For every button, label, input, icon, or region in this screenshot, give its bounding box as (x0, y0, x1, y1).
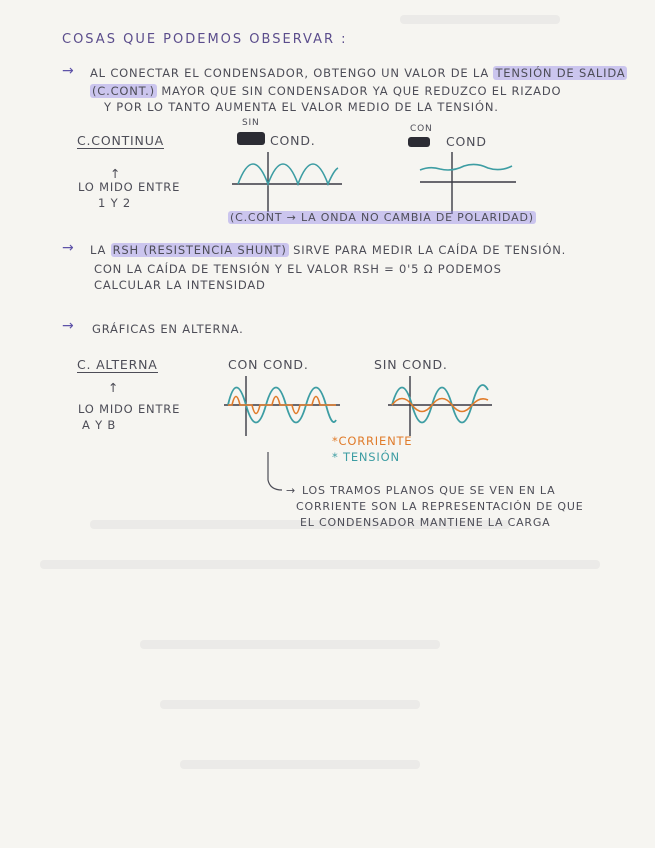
footnote-line2: CORRIENTE SON LA REPRESENTACIÓN DE QUE (296, 500, 584, 513)
sin-label-top: SIN (242, 118, 260, 128)
arrow-icon: → (62, 240, 75, 256)
cond-label-1: COND. (270, 133, 316, 148)
con-label-top: CON (410, 124, 433, 134)
bullet2-pre: LA (90, 243, 107, 257)
sin-cond-label: SIN COND. (374, 357, 448, 372)
highlight-tension-salida: TENSIÓN DE SALIDA (495, 66, 626, 80)
up-arrow-icon: ↑ (110, 166, 122, 181)
arrow-icon: → (62, 63, 75, 79)
continua-footer-text: (C.CONT → LA ONDA NO CAMBIA DE POLARIDAD) (230, 211, 534, 224)
continua-note-line1: LO MIDO ENTRE (78, 180, 181, 194)
up-arrow-icon: ↑ (108, 380, 120, 395)
alterna-note-line2: A Y B (82, 418, 117, 432)
bullet2-line2: CON LA CAÍDA DE TENSIÓN Y EL VALOR RSH = 0'5 Ω PODEMOS (94, 262, 502, 276)
bullet1-line1-text: AL CONECTAR EL CONDENSADOR, OBTENGO UN VALOR DE LA (90, 66, 490, 80)
bullet1-line2-text: MAYOR QUE SIN CONDENSADOR YA QUE REDUZCO EL RIZADO (161, 84, 562, 98)
alterna-note-line1: LO MIDO ENTRE (78, 402, 181, 416)
cond-label-2: COND (446, 134, 487, 149)
arrow-icon: → (62, 318, 75, 334)
bullet2-line1-text: SIRVE PARA MEDIR LA CAÍDA DE TENSIÓN. (293, 243, 567, 257)
bullet3-text: GRÁFICAS EN ALTERNA. (92, 322, 244, 336)
footnote-line1: LOS TRAMOS PLANOS QUE SE VEN EN LA (302, 484, 556, 497)
continua-note-line2: 1 Y 2 (98, 196, 131, 210)
legend-tension: * TENSIÓN (332, 450, 400, 464)
continua-label: C.CONTINUA (77, 133, 164, 148)
footnote-line3: EL CONDENSADOR MANTIENE LA CARGA (300, 516, 551, 529)
con-cond-label: CON COND. (228, 357, 309, 372)
page-title: COSAS QUE PODEMOS OBSERVAR : (62, 32, 348, 47)
bullet1-line3: Y POR LO TANTO AUMENTA EL VALOR MEDIO DE LA TENSIÓN. (104, 100, 499, 114)
highlight-c-cont: (C.CONT.) (92, 84, 155, 98)
connector-line (268, 452, 282, 490)
legend-corriente: *CORRIENTE (332, 434, 413, 448)
bullet2-line3: CALCULAR LA INTENSIDAD (94, 278, 266, 292)
highlight-rsh: RSH (RESISTENCIA SHUNT) (112, 243, 287, 257)
footnote-arrow-icon: → (286, 484, 297, 497)
alterna-label: C. ALTERNA (77, 357, 158, 372)
